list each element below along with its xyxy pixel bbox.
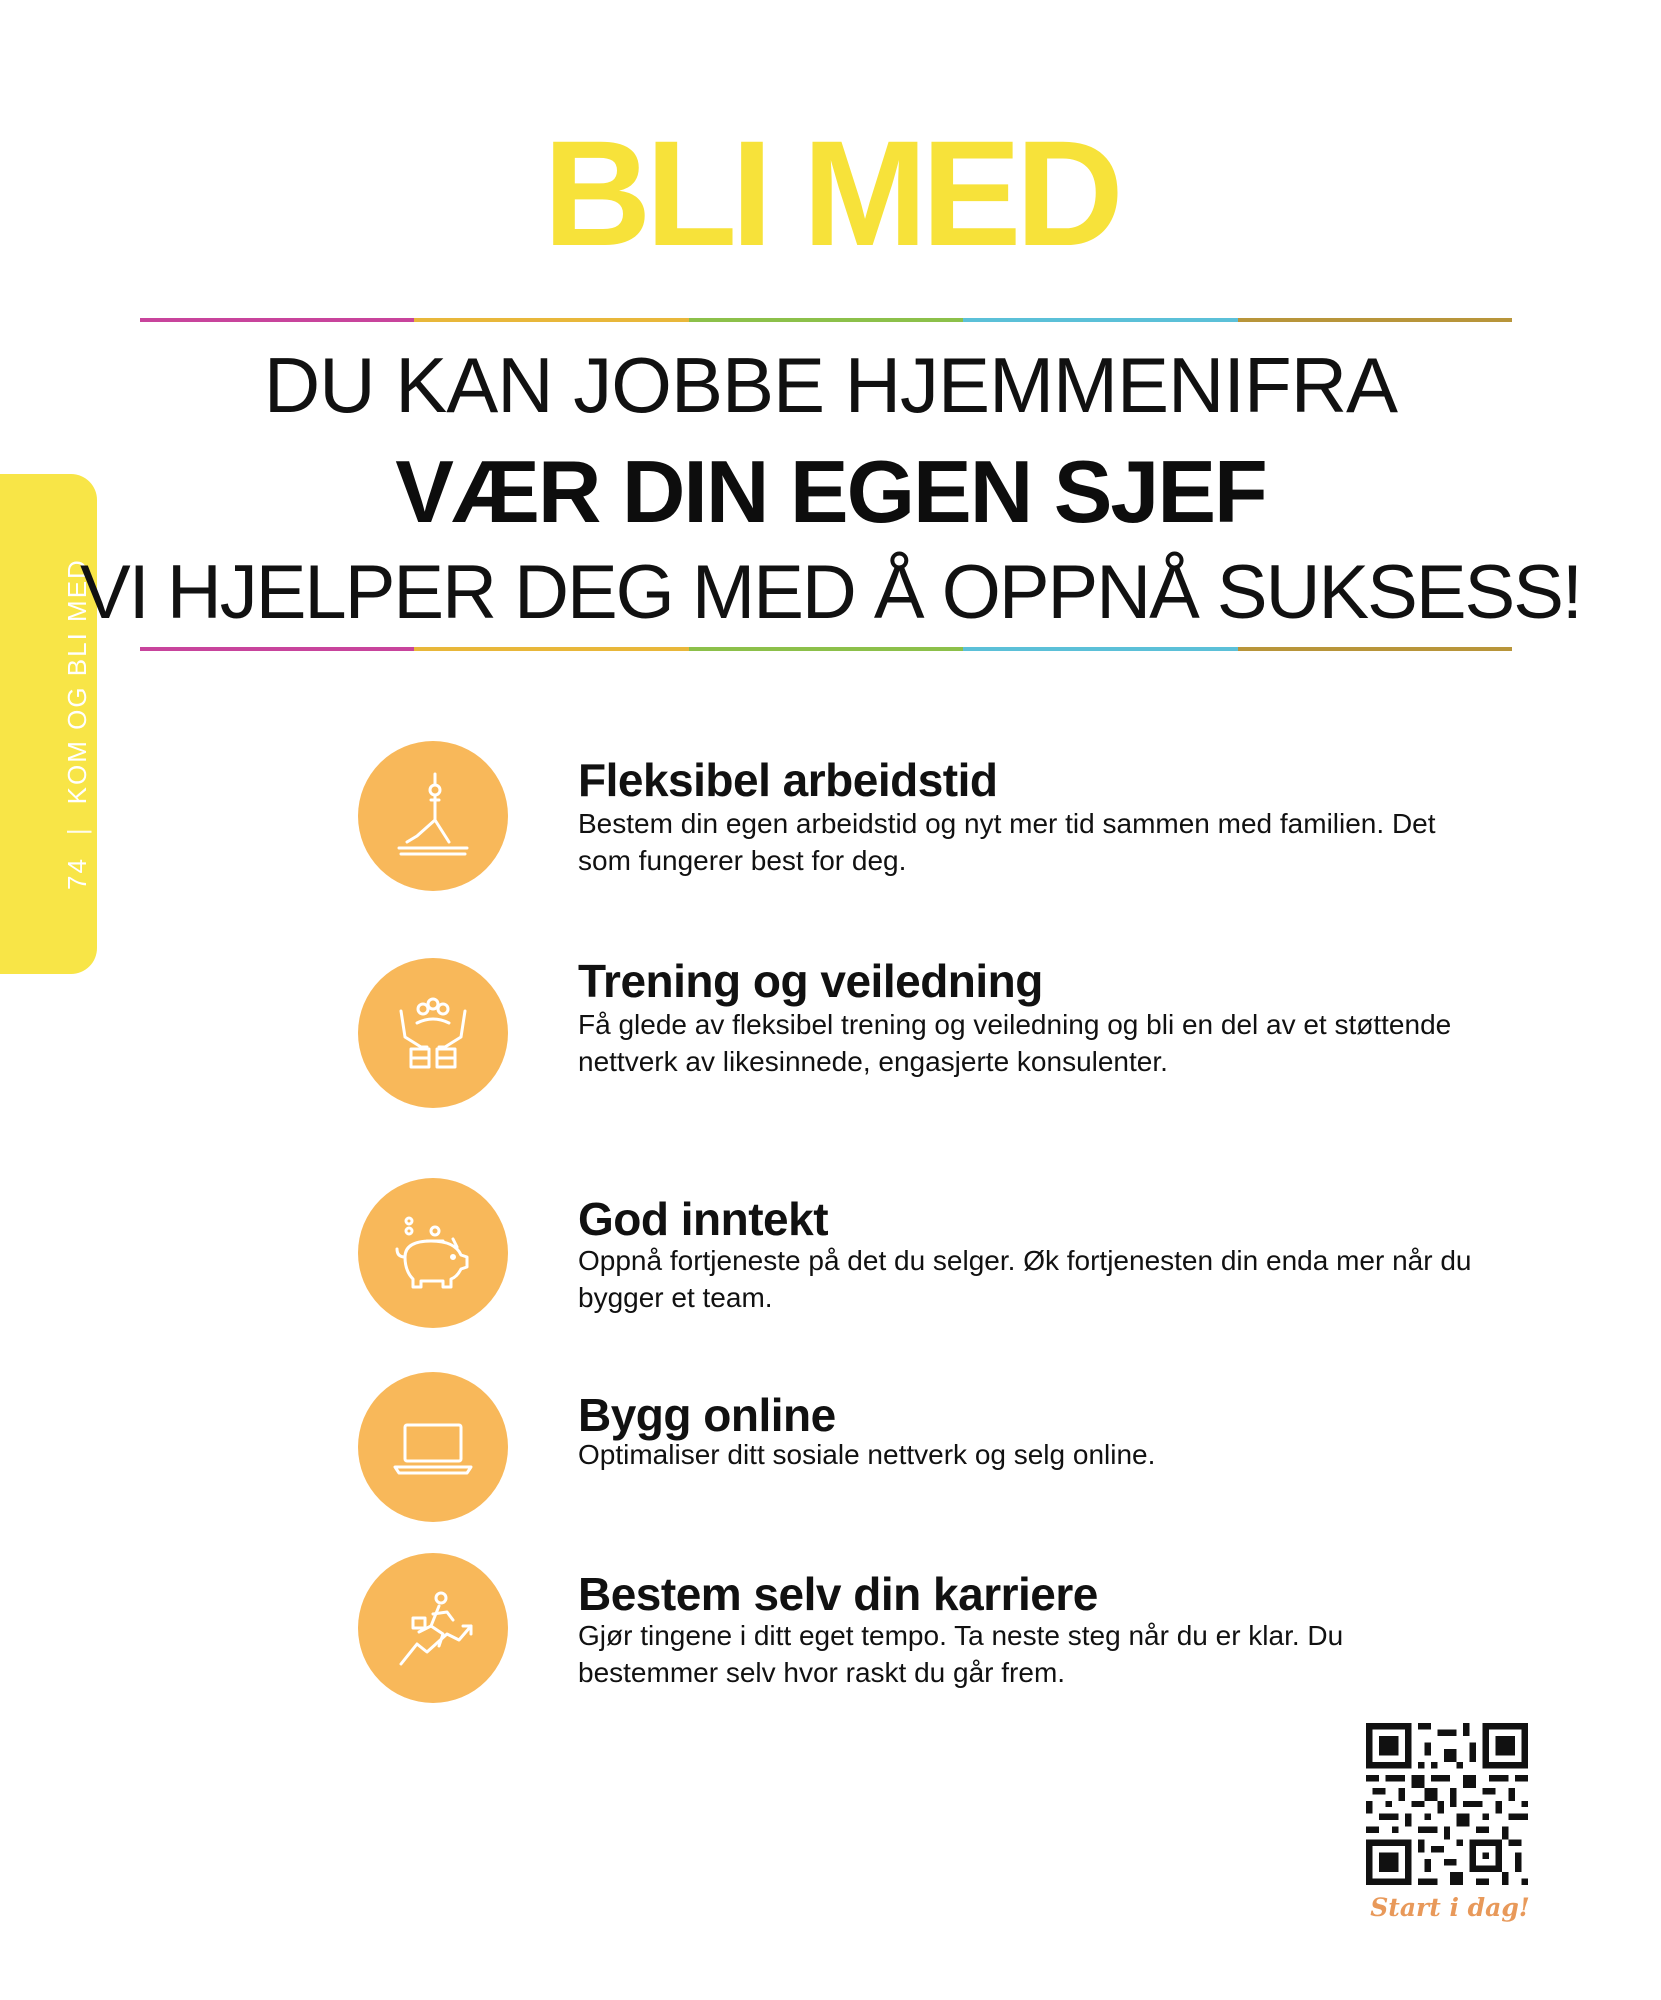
feature-title: Bestem selv din karriere bbox=[578, 1568, 1098, 1620]
feature-description: Bestem din egen arbeidstid og nyt mer tid sammen med familien. Det som fungerer best for deg. bbox=[578, 808, 1436, 876]
feature-career bbox=[358, 1553, 1508, 1713]
feature-income bbox=[358, 1178, 1508, 1338]
headline-line-3: VI HJELPER DEG MED Å OPPNÅ SUKSESS! bbox=[79, 550, 1582, 635]
feature-title: Trening og veiledning bbox=[578, 955, 1043, 1007]
feature-title: Bygg online bbox=[578, 1389, 836, 1441]
page-title: BLI MED bbox=[543, 109, 1118, 277]
feature-training bbox=[358, 955, 1508, 1118]
side-tab-label: 74|KOM OG BLI MED bbox=[62, 558, 92, 890]
headline-line-2: VÆR DIN EGEN SJEF bbox=[395, 442, 1266, 541]
qr-code-icon[interactable] bbox=[1366, 1723, 1528, 1885]
laptop-icon bbox=[358, 1372, 508, 1522]
feature-title: God inntekt bbox=[578, 1193, 829, 1245]
feature-description: Gjør tingene i ditt eget tempo. Ta neste steg når du er klar. Du bestemmer selv hvor raskt du går frem. bbox=[578, 1620, 1344, 1688]
feature-description: Få glede av fleksibel trening og veiledning og bli en del av et støttende nettverk av likesinnede, engasjerte konsulenter. bbox=[578, 1009, 1452, 1077]
headline-line-1: DU KAN JOBBE HJEMMENIFRA bbox=[263, 341, 1398, 429]
career-growth-icon bbox=[358, 1553, 508, 1703]
feature-title: Fleksibel arbeidstid bbox=[578, 754, 998, 806]
divider-bottom bbox=[140, 647, 1512, 651]
page-number: 74 bbox=[62, 857, 92, 890]
feature-description: Optimaliser ditt sosiale nettverk og selg online. bbox=[578, 1439, 1156, 1470]
section-name: KOM OG BLI MED bbox=[62, 558, 92, 805]
yoga-pose-icon bbox=[358, 741, 508, 891]
divider-top bbox=[140, 318, 1512, 322]
feature-flexible-hours bbox=[358, 741, 1508, 901]
supportive-hands-icon bbox=[358, 958, 508, 1108]
feature-online bbox=[358, 1372, 1508, 1522]
piggy-bank-icon bbox=[358, 1178, 508, 1328]
feature-description: Oppnå fortjeneste på det du selger. Øk fortjenesten din enda mer når du bygger et team. bbox=[578, 1245, 1472, 1313]
start-today-link[interactable]: Start i dag! bbox=[1370, 1893, 1530, 1922]
